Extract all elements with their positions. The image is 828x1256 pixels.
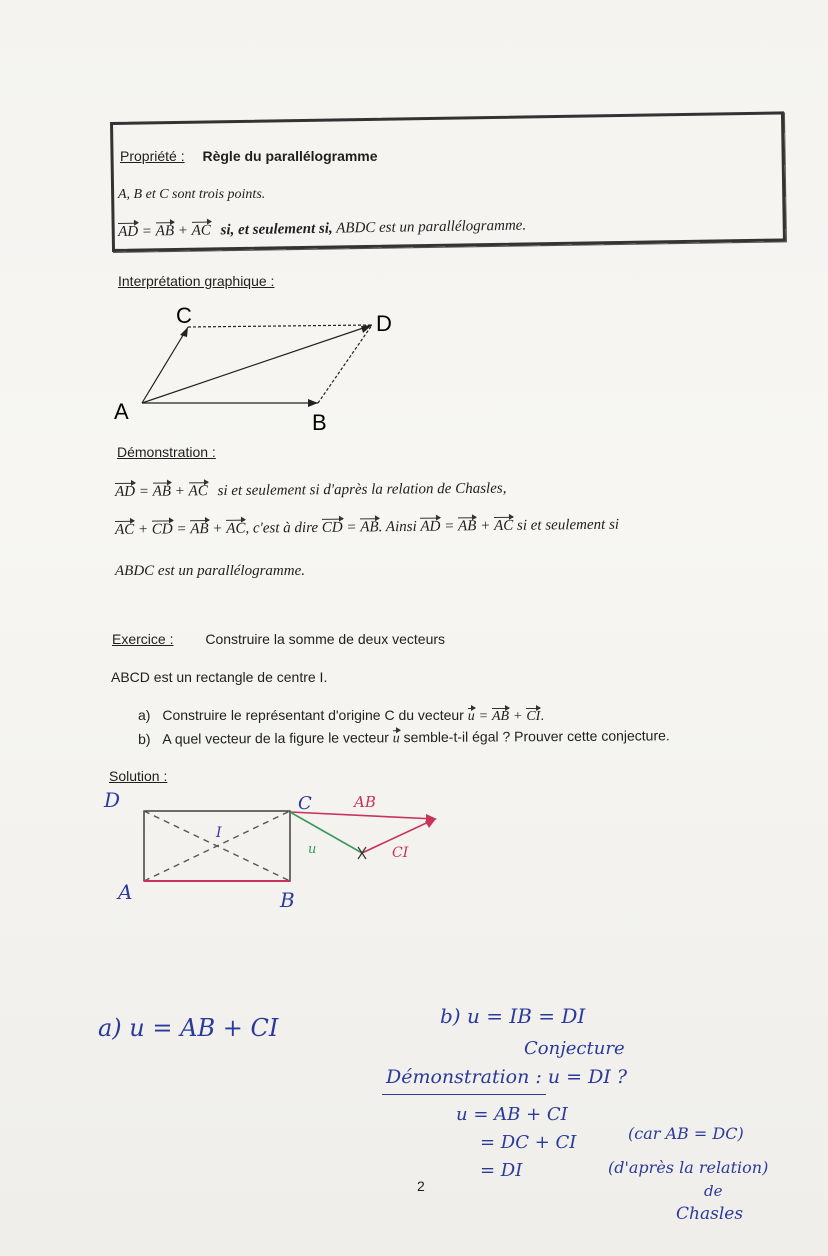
label-ab: AB <box>354 793 376 811</box>
question-b-label: b) <box>138 730 151 747</box>
property-title: Règle du parallélogramme <box>202 148 378 164</box>
solution-label: Solution : <box>109 768 168 784</box>
label-ci: CI <box>392 845 409 861</box>
demonstration-label: Démonstration : <box>117 444 216 460</box>
point-b: B <box>312 410 327 435</box>
answer-b-step1: u = AB + CI <box>456 1104 568 1125</box>
vec-ad: AD <box>118 223 139 240</box>
property-label: Propriété : <box>120 148 185 164</box>
label-a: A <box>118 880 133 904</box>
vec-ab: AB <box>152 483 172 500</box>
property-conclusion: ABDC est un parallélogramme. <box>336 217 527 237</box>
answer-b-note4: Chasles <box>676 1204 744 1224</box>
demonstration-text3: . Ainsi <box>378 518 417 536</box>
question-a-label: a) <box>138 707 151 723</box>
demonstration-line1 <box>115 481 507 501</box>
demonstration-line2 <box>115 517 619 539</box>
exercise-question-a <box>138 707 544 725</box>
answer-b-line1: b) u = IB = DI <box>440 1004 586 1028</box>
answer-b-step3: = DI <box>480 1160 523 1181</box>
answer-b-step2: = DC + CI <box>480 1132 577 1153</box>
label-u: u <box>308 842 317 857</box>
label-i: I <box>216 825 222 841</box>
vec-ab: AB <box>155 223 175 240</box>
exercise-label: Exercice : <box>112 631 174 647</box>
label-d: D <box>104 788 121 812</box>
eq-sign: = <box>176 521 187 538</box>
eq-sign: = <box>478 709 489 724</box>
point-d: D <box>376 311 392 336</box>
vec-ac: AC <box>226 520 246 537</box>
exercise-title: Construire la somme de deux vecteurs <box>205 631 446 647</box>
vec-ac: AC <box>115 521 135 538</box>
eq-sign: = <box>138 483 150 500</box>
property-condition: si, et seulement si, <box>220 220 333 239</box>
demonstration-text2: , c'est à dire <box>245 519 319 537</box>
point-a: A <box>114 399 129 424</box>
label-b: B <box>280 888 295 912</box>
property-line1: A, B et C sont trois points. <box>118 187 266 202</box>
plus-sign: + <box>480 518 491 535</box>
exercise-intro: ABCD est un rectangle de centre I. <box>111 669 328 685</box>
plus-sign: + <box>212 520 223 537</box>
interpretation-label: Interprétation graphique : <box>118 273 275 289</box>
vec-cd: CD <box>151 521 173 538</box>
property-heading <box>120 148 378 164</box>
vec-ac: AC <box>493 517 514 535</box>
parallelogram-figure <box>100 295 420 440</box>
vector-ci-part <box>290 812 362 853</box>
vec-ab: AB <box>491 709 510 724</box>
demonstration-line3: ABDC est un parallélogramme. <box>115 563 305 579</box>
question-b-text1: A quel vecteur de la figure le vecteur <box>162 729 389 747</box>
page-number: 2 <box>417 1178 425 1194</box>
question-a-text: Construire le représentant d'origine C du vecteur <box>162 707 464 723</box>
segment-bd <box>318 325 372 403</box>
point-c: C <box>176 303 192 328</box>
exercise-question-b <box>138 727 670 749</box>
vec-ci: CI <box>526 709 541 724</box>
plus-sign: + <box>512 709 523 724</box>
vec-ac: AC <box>188 483 208 500</box>
demonstration-text1: si et seulement si d'après la relation de Chasles, <box>217 480 507 500</box>
answer-b-note2: (d'après la relation) <box>608 1158 769 1177</box>
eq-sign: = <box>444 518 455 535</box>
underline <box>382 1094 546 1095</box>
vec-u: u <box>467 709 475 724</box>
vec-ab: AB <box>360 519 379 536</box>
plus-sign: + <box>177 222 189 240</box>
answer-a: a) u = AB + CI <box>98 1014 279 1042</box>
plus-sign: + <box>137 521 149 538</box>
answer-b-note3: de <box>704 1182 723 1200</box>
answer-b-note1: (car AB = DC) <box>628 1124 744 1143</box>
vec-ab: AB <box>458 518 477 535</box>
vec-u: u <box>392 731 400 747</box>
vec-ad: AD <box>115 483 136 500</box>
plus-sign: + <box>174 483 185 500</box>
vec-ad: AD <box>420 518 441 535</box>
segment-cd <box>188 325 372 327</box>
segment-ad <box>142 325 372 403</box>
demonstration-text4: si et seulement si <box>516 516 620 534</box>
exercise-heading <box>112 631 445 647</box>
eq-sign: = <box>346 519 357 536</box>
segment-ac <box>142 327 188 403</box>
vec-ab: AB <box>190 521 209 538</box>
question-b-text2: semble-t-il égal ? Prouver cette conjecture. <box>403 727 670 746</box>
vec-ac: AC <box>191 222 211 239</box>
eq-sign: = <box>141 223 153 240</box>
solution-figure <box>100 785 460 915</box>
answer-b-demonstration: Démonstration : u = DI ? <box>386 1066 628 1088</box>
vec-cd: CD <box>321 519 343 536</box>
period: . <box>540 707 545 723</box>
label-c: C <box>298 793 312 814</box>
answer-b-conjecture: Conjecture <box>524 1038 625 1059</box>
